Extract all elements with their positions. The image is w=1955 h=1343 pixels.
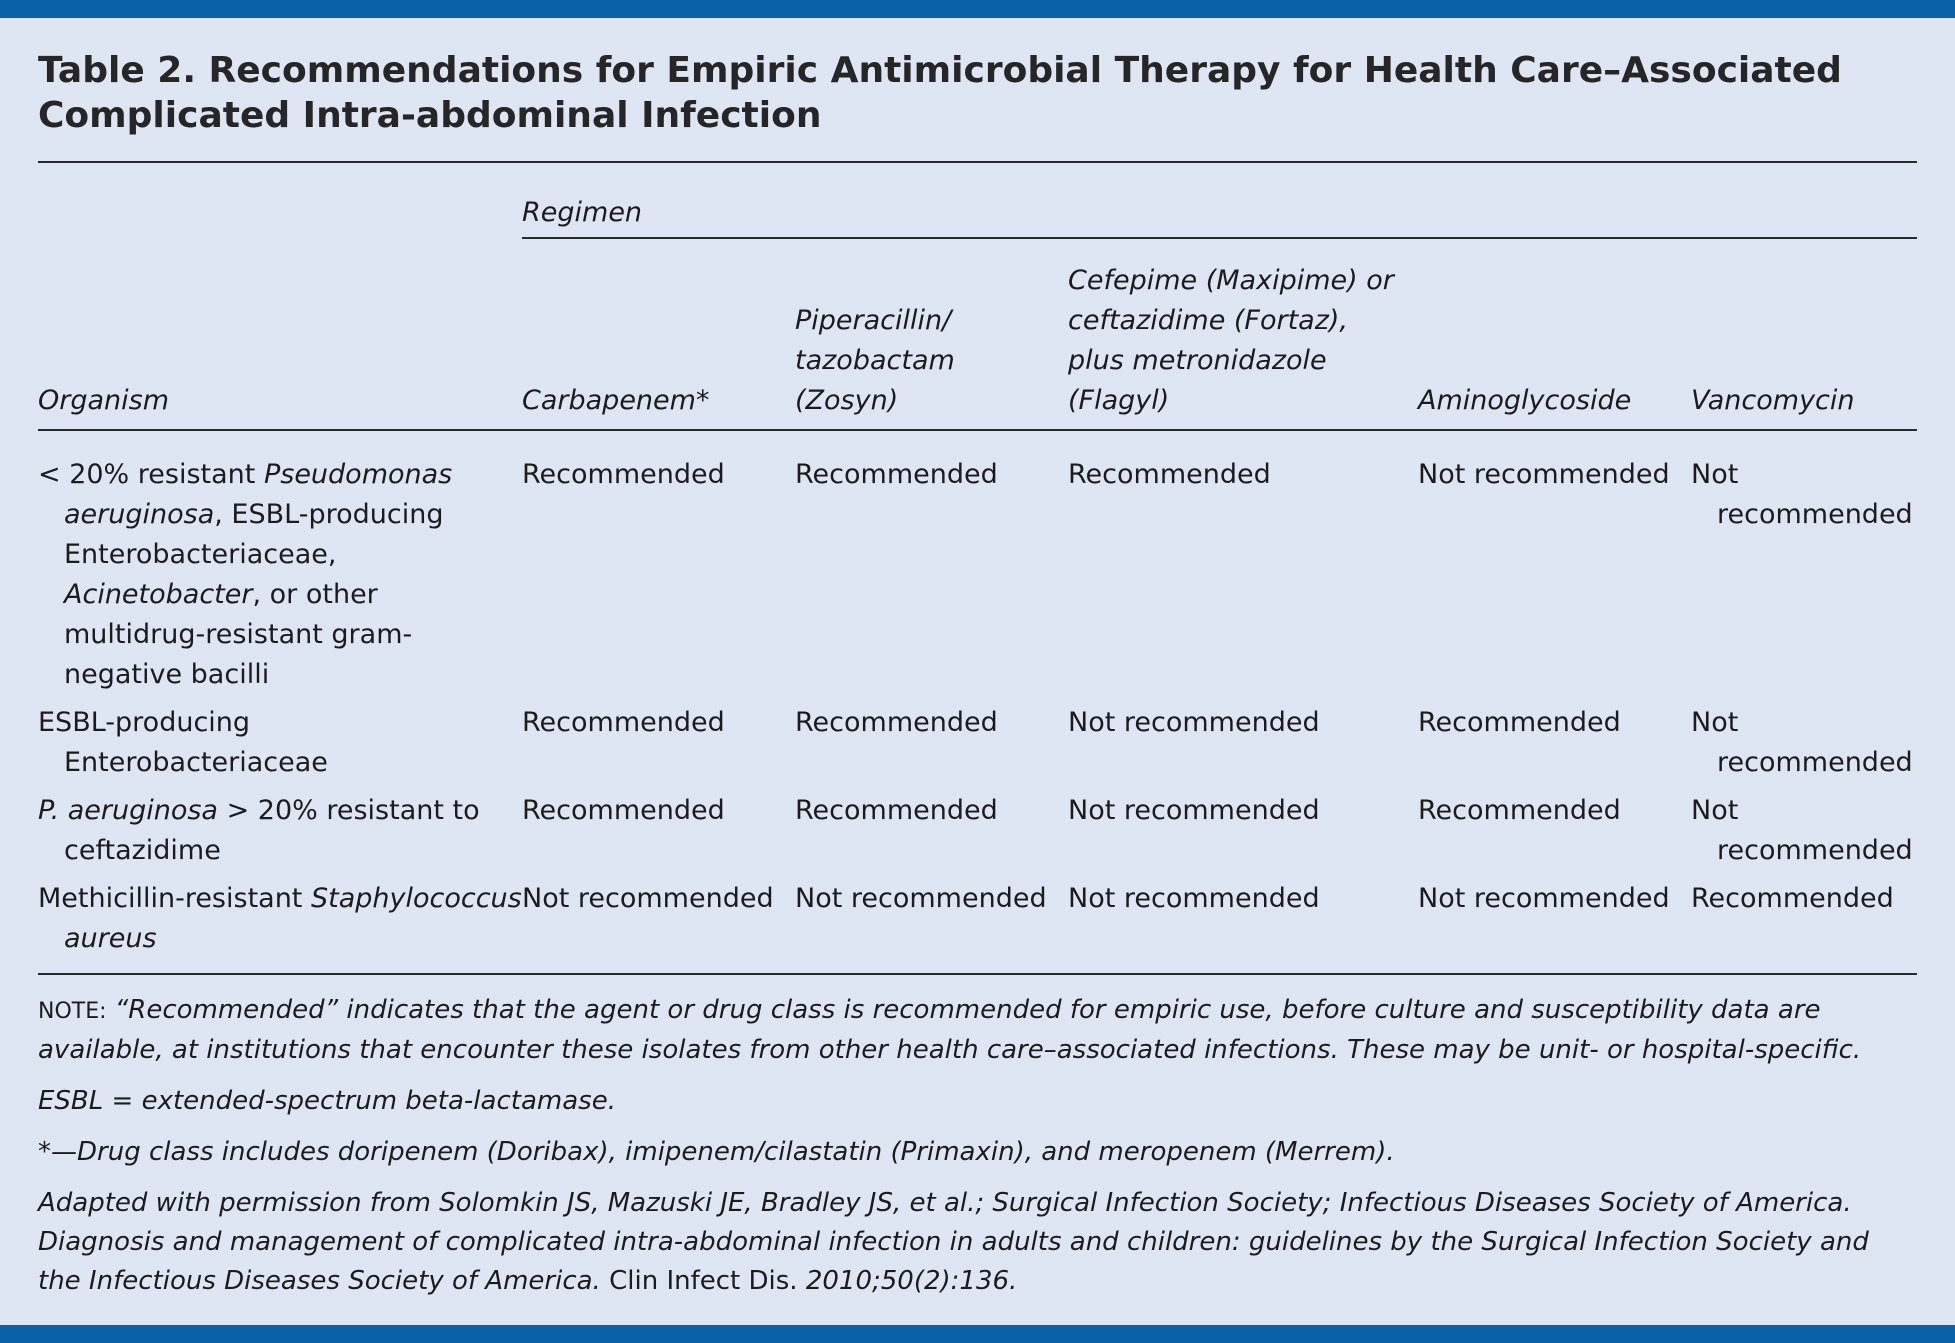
organism-text: Acinetobacter (64, 579, 253, 610)
aminoglycoside-cell: Recommended (1418, 707, 1621, 738)
header-cefepime: Cefepime (Maxipime) or ceftazidime (Fortaz), plus metronidazole (Flagyl) (1068, 238, 1418, 430)
cefepime-cell: Not recommended (1068, 883, 1320, 914)
table-title: Table 2. Recommendations for Empiric Antimicrobial Therapy for Health Care–Associated Complicated Intra-abdominal Infection (38, 50, 1842, 136)
esbl-definition: ESBL = extended-spectrum beta-lactamase. (38, 1086, 616, 1116)
organism-cell (38, 695, 522, 783)
source-citation (38, 1184, 1917, 1301)
table-row (38, 783, 1917, 871)
table-row (38, 695, 1917, 783)
cefepime-cell: Not recommended (1068, 795, 1320, 826)
carbapenem-cell: Not recommended (522, 883, 774, 914)
header-vancomycin: Vancomycin (1691, 238, 1917, 430)
table-row (38, 871, 1917, 973)
note-label: NOTE: (38, 999, 107, 1024)
table-notes (38, 991, 1917, 1301)
note-paragraph (38, 991, 1917, 1070)
column-header-row (38, 238, 1917, 430)
organism-text: < 20% resistant (38, 459, 264, 490)
source-main: Adapted with permission from Solomkin JS, Mazuski JE, Bradley JS, et al.; Surgical Infection Society; Infectious Diseases Society of America. Diagnosis and management of complicated intra-abdominal infection in adults and children: guidelines by the Surgical Infection Society and the Infectious Diseases Society of America. (38, 1188, 1869, 1296)
regimen-header-row (38, 163, 1917, 238)
vancomycin-cell: Recommended (1691, 883, 1894, 914)
carbapenem-cell: Recommended (522, 459, 725, 490)
organism-cell (38, 783, 522, 871)
organism-text: Staphylococcus aureus (64, 883, 522, 954)
organism-text: , or other multidrug-resistant gram-negative bacilli (64, 579, 413, 690)
table-figure (38, 48, 1917, 1313)
regimen-label: Regimen (522, 163, 1917, 238)
top-accent-bar (0, 0, 1955, 18)
note-text: “Recommended” indicates that the agent or drug class is recommended for empiric use, before culture and susceptibility data are available, at institutions that encounter these isolates from other health care–associated infections. These may be unit- or hospital-specific. (38, 995, 1862, 1065)
table-row (38, 430, 1917, 695)
aminoglycoside-cell: Not recommended (1418, 459, 1670, 490)
piperacillin-cell: Recommended (795, 795, 998, 826)
cefepime-cell: Not recommended (1068, 707, 1320, 738)
organism-text: Pseudomonas aeruginosa (64, 459, 453, 530)
organism-text: Methicillin-resistant (38, 883, 311, 914)
recommendations-table (38, 163, 1917, 973)
header-carbapenem: Carbapenem* (522, 238, 795, 430)
table-body (38, 430, 1917, 973)
organism-cell (38, 871, 522, 973)
vancomycin-cell: Not recommended (1691, 459, 1913, 530)
vancomycin-cell: Not recommended (1691, 795, 1913, 866)
carbapenem-footnote: *—Drug class includes doripenem (Doribax), imipenem/cilastatin (Primaxin), and meropenem (Merrem). (38, 1137, 1395, 1167)
table-bottom-rule (38, 973, 1917, 975)
organism-text: ESBL-producing Enterobacteriaceae (38, 707, 328, 778)
aminoglycoside-cell: Not recommended (1418, 883, 1670, 914)
aminoglycoside-cell: Recommended (1418, 795, 1621, 826)
carbapenem-cell: Recommended (522, 795, 725, 826)
cefepime-cell: Recommended (1068, 459, 1271, 490)
bottom-accent-bar (0, 1325, 1955, 1343)
header-piperacillin: Piperacillin/ tazobactam (Zosyn) (795, 238, 1068, 430)
header-organism: Organism (38, 238, 522, 430)
piperacillin-cell: Not recommended (795, 883, 1047, 914)
organism-text: , ESBL-producing Enterobacteriaceae, (64, 499, 444, 570)
source-journal: Clin Infect Dis. (609, 1266, 798, 1296)
organism-text: > 20% resistant to ceftazidime (64, 795, 480, 866)
organism-text: P. aeruginosa (38, 795, 218, 826)
source-cite: 2010;50(2):136. (805, 1266, 1018, 1296)
organism-cell (38, 430, 522, 695)
piperacillin-cell: Recommended (795, 459, 998, 490)
vancomycin-cell: Not recommended (1691, 707, 1913, 778)
carbapenem-cell: Recommended (522, 707, 725, 738)
header-aminoglycoside: Aminoglycoside (1418, 238, 1691, 430)
piperacillin-cell: Recommended (795, 707, 998, 738)
